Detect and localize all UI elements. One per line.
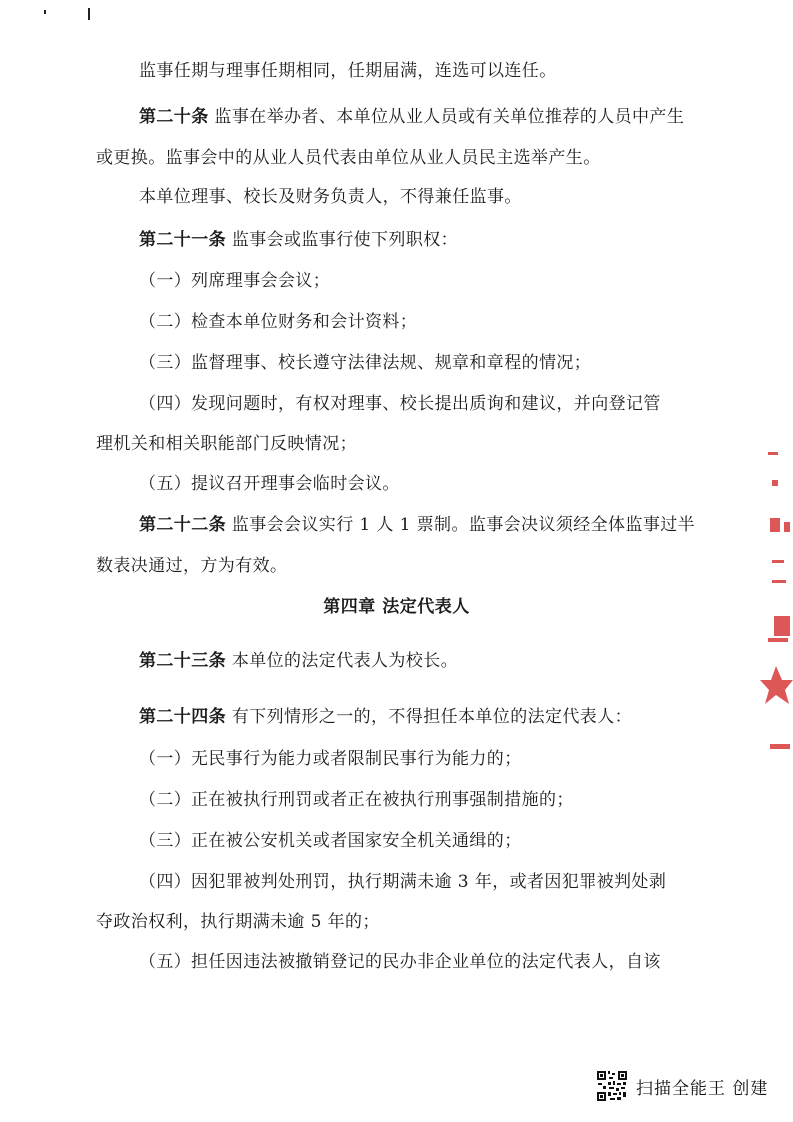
paragraph-line: 本单位理事、校长及财务负责人，不得兼任监事。 <box>139 187 522 207</box>
article-23: 第二十三条 本单位的法定代表人为校长。 <box>139 651 459 671</box>
article-number: 第二十四条 <box>139 707 226 727</box>
article-24: 第二十四条 有下列情形之一的，不得担任本单位的法定代表人： <box>139 707 633 727</box>
list-marker: （四） <box>139 394 192 414</box>
list-item: （四）发现问题时，有权对理事、校长提出质询和建议，并向登记管 <box>139 394 661 414</box>
chapter-heading: 第四章 法定代表人 <box>323 597 470 617</box>
list-item: （一）列席理事会会议； <box>139 271 331 291</box>
list-marker: （二） <box>139 312 192 332</box>
scanner-watermark <box>596 1068 768 1104</box>
paragraph-line: 监事任期与理事任期相同，任期届满，连选可以连任。 <box>139 61 557 81</box>
article-number: 第二十三条 <box>139 651 226 671</box>
scanner-brand-text: 扫描全能王 创建 <box>636 1078 769 1099</box>
list-marker: （一） <box>139 749 192 769</box>
article-20: 第二十条 监事在举办者、本单位从业人员或有关单位推荐的人员中产生 <box>139 107 685 127</box>
list-item: （五）提议召开理事会临时会议。 <box>139 474 400 494</box>
article-number: 第二十二条 <box>139 515 226 535</box>
article-number: 第二十一条 <box>139 230 226 250</box>
list-marker: （四） <box>139 872 192 892</box>
article-21: 第二十一条 监事会或监事行使下列职权： <box>139 230 459 250</box>
list-marker: （五） <box>139 952 192 972</box>
red-seal-fragment <box>748 440 793 770</box>
scan-mark <box>88 8 90 20</box>
list-item: （一）无民事行为能力或者限制民事行为能力的； <box>139 749 522 769</box>
paragraph-line: 夺政治权利，执行期满未逾 5 年的； <box>96 912 380 932</box>
list-item: （三）监督理事、校长遵守法律法规、规章和章程的情况； <box>139 353 592 373</box>
list-marker: （二） <box>139 790 192 810</box>
article-number: 第二十条 <box>139 107 209 127</box>
scan-mark <box>44 10 46 14</box>
paragraph-line: 理机关和相关职能部门反映情况； <box>96 434 357 454</box>
list-marker: （一） <box>139 271 192 291</box>
list-item: （三）正在被公安机关或者国家安全机关通缉的； <box>139 831 522 851</box>
list-item: （二）检查本单位财务和会计资料； <box>139 312 418 332</box>
list-marker: （五） <box>139 474 192 494</box>
article-22: 第二十二条 监事会会议实行 1 人 1 票制。监事会决议须经全体监事过半 <box>139 515 696 535</box>
list-marker: （三） <box>139 831 192 851</box>
qr-code-icon <box>596 1070 628 1102</box>
list-marker: （三） <box>139 353 192 373</box>
paragraph-line: 或更换。监事会中的从业人员代表由单位从业人员民主选举产生。 <box>96 148 601 168</box>
paragraph-line: 数表决通过，方为有效。 <box>96 556 288 576</box>
list-item: （二）正在被执行刑罚或者正在被执行刑事强制措施的； <box>139 790 574 810</box>
list-item: （五）担任因违法被撤销登记的民办非企业单位的法定代表人，自该 <box>139 952 661 972</box>
list-item: （四）因犯罪被判处刑罚，执行期满未逾 3 年，或者因犯罪被判处剥 <box>139 872 667 892</box>
